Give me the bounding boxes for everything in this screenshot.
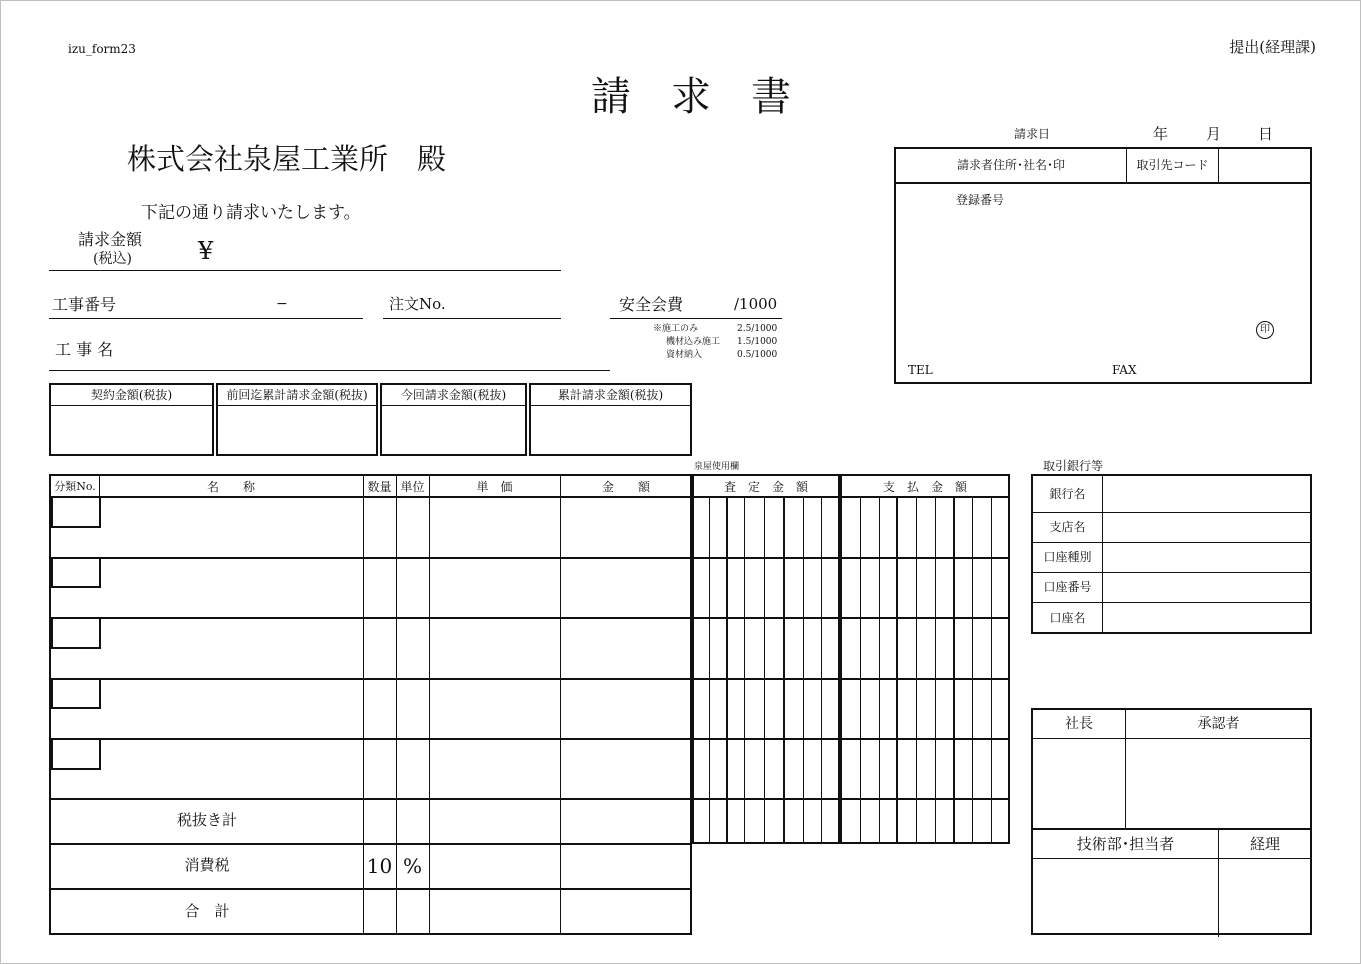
date-year: 年 [1153,125,1169,143]
category-no-cell[interactable] [51,557,101,588]
assessed-amount-header: 査 定 金 額 [723,480,808,494]
divider [1033,738,1310,739]
row-divider [51,798,690,800]
divider [51,405,212,406]
divider [1218,149,1219,182]
divider [1033,828,1310,830]
category-no-header: 分類No. [54,480,96,493]
project-number-line [49,318,363,319]
account-name-label: 口座名 [1049,611,1086,625]
bank-section-label: 取引銀行等 [1043,459,1104,473]
divider [1102,476,1103,632]
row-divider [51,888,690,890]
col-divider [560,476,561,933]
divider [382,405,525,406]
client-code-label: 取引先コード [1136,158,1209,172]
divider [842,557,1008,559]
divider [531,405,690,406]
digit-divider [764,496,765,842]
category-no-cell[interactable] [51,678,101,709]
project-number-label: 工事番号 [52,295,117,314]
form-id: izu_form23 [68,42,136,56]
digit-divider [709,496,710,842]
divider [896,182,1310,184]
safety-fee-rate: /1000 [734,295,778,313]
digit-divider [916,496,917,842]
digit-divider [744,496,745,842]
currency-symbol: ¥ [198,237,214,265]
account-type-label: 口座種別 [1043,550,1092,564]
project-name-line [49,370,610,371]
divider [1033,512,1310,513]
current-amount-header: 今回請求金額(税抜) [400,388,507,402]
safety-note-label: 資材納入 [666,350,703,360]
divider [1033,572,1310,573]
subtotal-label: 税抜き計 [176,811,237,829]
digit-divider [821,496,822,842]
page-title: 請 求 書 [591,74,791,120]
name-header: 名 称 [206,480,255,494]
cumulative-total-box [529,383,692,456]
tax-unit: % [402,854,422,878]
accounting-label: 経理 [1249,835,1280,853]
divider [842,738,1008,740]
payment-amount-grid [840,474,1010,844]
date-month: 月 [1206,125,1222,143]
divider [842,678,1008,680]
digit-divider [991,496,992,842]
engineering-label: 技術部･担当者 [1076,835,1175,853]
category-no-cell[interactable] [51,617,101,649]
amount-underline [49,270,561,271]
project-number-dash: − [276,296,288,312]
account-number-label: 口座番号 [1043,580,1092,594]
row-divider [51,557,690,559]
safety-note-label: 機材込み施工 [666,337,721,347]
invoice-date-label: 請求日 [1014,127,1051,141]
tax-label: 消費税 [184,856,230,874]
intro-text: 下記の通り請求いたします。 [141,203,361,223]
amount-label: 請求金額 [78,230,143,249]
safety-fee-label: 安全会費 [619,295,684,314]
divider [694,617,838,619]
divider [694,678,838,680]
digit-divider [879,496,880,842]
row-divider [51,617,690,619]
assessed-amount-grid [692,474,840,844]
header-divider [51,496,690,498]
safety-fee-line [610,318,782,319]
previous-total-box [216,383,378,456]
contract-amount-box [49,383,214,456]
safety-note-rate: 1.5/1000 [737,337,778,347]
seal-icon: 印 [1256,321,1274,339]
safety-note-rate: 2.5/1000 [737,324,778,334]
bank-box [1031,474,1312,634]
divider [1033,602,1310,603]
divider [842,798,1008,800]
qty-header: 数量 [367,480,392,494]
row-divider [51,678,690,680]
total-label: 合 計 [184,902,230,920]
approval-box [1031,708,1312,935]
divider [694,557,838,559]
safety-note-rate: 0.5/1000 [737,350,778,360]
category-no-cell[interactable] [51,738,101,770]
amount-tax-note: (税込) [93,251,132,267]
date-day: 日 [1258,125,1274,143]
digit-divider [783,496,785,842]
digit-divider [972,496,973,842]
bank-name-label: 銀行名 [1049,487,1086,501]
previous-total-header: 前回迄累計請求金額(税抜) [226,388,368,402]
category-no-cell[interactable] [51,496,101,528]
divider [1033,542,1310,543]
tel-label: TEL [908,363,933,377]
row-divider [51,738,690,740]
digit-divider [860,496,861,842]
issuer-box [894,147,1312,384]
items-table [49,474,692,935]
col-divider [429,476,430,933]
divider [842,496,1008,498]
divider [218,405,376,406]
president-label: 社長 [1065,716,1093,732]
unit-price-header: 単 価 [476,480,513,494]
divider [694,798,838,800]
registration-number-label: 登録番号 [956,193,1005,207]
contract-amount-header: 契約金額(税抜) [90,388,173,402]
cumulative-total-header: 累計請求金額(税抜) [557,388,664,402]
unit-header: 単位 [400,480,425,494]
digit-divider [726,496,728,842]
divider [694,738,838,740]
order-no-label: 注文No. [389,295,446,313]
current-amount-box [380,383,527,456]
issuer-header: 請求者住所･社名･印 [956,158,1065,172]
izumiya-use-label: 泉屋使用欄 [694,462,740,472]
digit-divider [935,496,936,842]
amount-header: 金 額 [601,480,650,494]
tax-rate: 10 [366,854,393,878]
digit-divider [896,496,898,842]
branch-name-label: 支店名 [1049,520,1086,534]
project-name-label: 工 事 名 [55,340,114,359]
digit-divider [803,496,804,842]
safety-note-label: ※施工のみ [653,324,699,334]
submit-to: 提出(経理課) [1229,38,1316,56]
addressee: 株式会社泉屋工業所 殿 [127,142,447,176]
row-divider [51,843,690,845]
divider [1033,858,1310,859]
divider [694,496,838,498]
divider [842,617,1008,619]
order-no-line [383,318,561,319]
fax-label: FAX [1112,363,1137,377]
payment-amount-header: 支 払 金 額 [882,480,967,494]
approver-label: 承認者 [1197,716,1240,732]
digit-divider [953,496,955,842]
